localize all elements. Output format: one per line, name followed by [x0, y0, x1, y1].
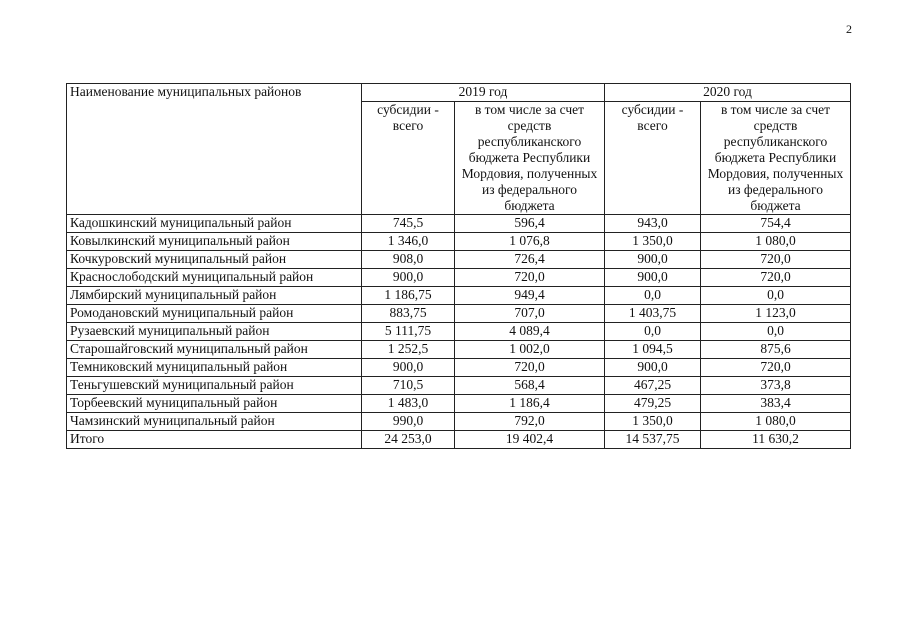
value-cell: 745,5	[362, 215, 455, 233]
district-name-cell: Кадошкинский муниципальный район	[67, 215, 362, 233]
district-name-cell: Рузаевский муниципальный район	[67, 323, 362, 341]
value-cell: 875,6	[701, 341, 851, 359]
value-cell: 1 346,0	[362, 233, 455, 251]
federal-share-header-2020: в том числе за счет средств республиканского бюджета Республики Мордовия, полученных из федерального бюджета	[701, 102, 851, 215]
value-cell: 24 253,0	[362, 431, 455, 449]
district-name-cell: Лямбирский муниципальный район	[67, 287, 362, 305]
year-2020-header: 2020 год	[605, 84, 851, 102]
district-name-cell: Ковылкинский муниципальный район	[67, 233, 362, 251]
table-row	[67, 377, 851, 395]
value-cell: 1 252,5	[362, 341, 455, 359]
district-name-cell: Чамзинский муниципальный район	[67, 413, 362, 431]
value-cell: 19 402,4	[455, 431, 605, 449]
table-row	[67, 395, 851, 413]
value-cell: 883,75	[362, 305, 455, 323]
value-cell: 707,0	[455, 305, 605, 323]
value-cell: 5 111,75	[362, 323, 455, 341]
value-cell: 1 350,0	[605, 233, 701, 251]
value-cell: 1 080,0	[701, 233, 851, 251]
value-cell: 1 186,4	[455, 395, 605, 413]
table-row	[67, 251, 851, 269]
table-row	[67, 341, 851, 359]
value-cell: 1 123,0	[701, 305, 851, 323]
value-cell: 900,0	[605, 269, 701, 287]
table-row	[67, 359, 851, 377]
district-name-cell: Ромодановский муниципальный район	[67, 305, 362, 323]
value-cell: 720,0	[701, 359, 851, 377]
value-cell: 373,8	[701, 377, 851, 395]
value-cell: 596,4	[455, 215, 605, 233]
subsidy-table	[66, 83, 851, 449]
value-cell: 11 630,2	[701, 431, 851, 449]
value-cell: 710,5	[362, 377, 455, 395]
value-cell: 720,0	[455, 359, 605, 377]
value-cell: 792,0	[455, 413, 605, 431]
district-name-cell: Торбеевский муниципальный район	[67, 395, 362, 413]
value-cell: 14 537,75	[605, 431, 701, 449]
value-cell: 754,4	[701, 215, 851, 233]
value-cell: 1 186,75	[362, 287, 455, 305]
value-cell: 949,4	[455, 287, 605, 305]
value-cell: 900,0	[605, 251, 701, 269]
value-cell: 1 403,75	[605, 305, 701, 323]
value-cell: 900,0	[362, 269, 455, 287]
table-row	[67, 305, 851, 323]
name-column-header: Наименование муниципальных районов	[67, 84, 362, 215]
total-row	[67, 431, 851, 449]
table-row	[67, 215, 851, 233]
federal-share-header-2019: в том числе за счет средств республиканского бюджета Республики Мордовия, полученных из федерального бюджета	[455, 102, 605, 215]
value-cell: 1 002,0	[455, 341, 605, 359]
value-cell: 900,0	[605, 359, 701, 377]
value-cell: 1 094,5	[605, 341, 701, 359]
table-row	[67, 269, 851, 287]
table-row	[67, 323, 851, 341]
table-row	[67, 233, 851, 251]
district-name-cell: Итого	[67, 431, 362, 449]
value-cell: 720,0	[701, 269, 851, 287]
value-cell: 1 483,0	[362, 395, 455, 413]
district-name-cell: Теньгушевский муниципальный район	[67, 377, 362, 395]
value-cell: 720,0	[455, 269, 605, 287]
value-cell: 479,25	[605, 395, 701, 413]
value-cell: 0,0	[701, 287, 851, 305]
value-cell: 0,0	[605, 287, 701, 305]
value-cell: 908,0	[362, 251, 455, 269]
table-row	[67, 413, 851, 431]
value-cell: 568,4	[455, 377, 605, 395]
value-cell: 720,0	[701, 251, 851, 269]
value-cell: 1 076,8	[455, 233, 605, 251]
page-number: 2	[846, 22, 852, 36]
year-2019-header: 2019 год	[362, 84, 605, 102]
value-cell: 467,25	[605, 377, 701, 395]
value-cell: 1 080,0	[701, 413, 851, 431]
district-name-cell: Кочкуровский муниципальный район	[67, 251, 362, 269]
subsidy-total-header-2019: субсидии - всего	[362, 102, 455, 215]
value-cell: 990,0	[362, 413, 455, 431]
value-cell: 0,0	[605, 323, 701, 341]
value-cell: 383,4	[701, 395, 851, 413]
value-cell: 1 350,0	[605, 413, 701, 431]
value-cell: 0,0	[701, 323, 851, 341]
value-cell: 943,0	[605, 215, 701, 233]
value-cell: 4 089,4	[455, 323, 605, 341]
table-row	[67, 287, 851, 305]
district-name-cell: Старошайговский муниципальный район	[67, 341, 362, 359]
subsidy-total-header-2020: субсидии - всего	[605, 102, 701, 215]
value-cell: 900,0	[362, 359, 455, 377]
table-body	[67, 215, 851, 449]
district-name-cell: Темниковский муниципальный район	[67, 359, 362, 377]
district-name-cell: Краснослободский муниципальный район	[67, 269, 362, 287]
value-cell: 726,4	[455, 251, 605, 269]
